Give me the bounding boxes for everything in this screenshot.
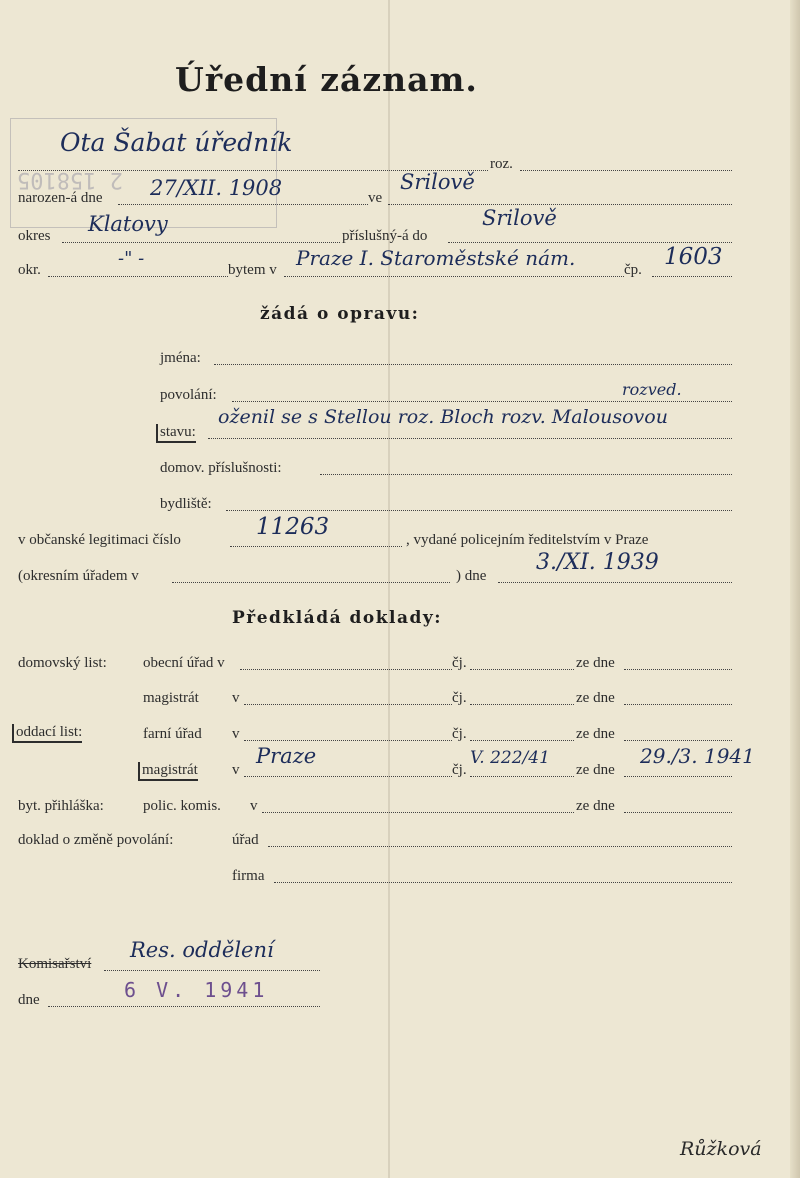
birth-place-handwriting: Srilově xyxy=(400,170,475,194)
farni-line xyxy=(244,740,452,741)
stavu-handwriting: oženil se s Stellou roz. Bloch rozv. Malousovou xyxy=(218,406,668,428)
footer-dne-label: dne xyxy=(18,992,40,1008)
magistrat1-line xyxy=(244,704,452,705)
legitimace-dne-label: ) dne xyxy=(456,568,487,584)
magistrat1-cj-label: čj. xyxy=(452,690,467,706)
komisarstvi-handwriting: Res. oddělení xyxy=(130,938,274,962)
oprava-heading: žádá o opravu: xyxy=(260,304,420,324)
cp-line xyxy=(652,276,732,277)
domov-label: domov. příslušnosti: xyxy=(160,460,282,476)
magistrat2-cj-handwriting: V. 222/41 xyxy=(470,748,550,768)
stavu-note-handwriting: rozved. xyxy=(622,380,682,399)
zmena-label: doklad o změně povolání: xyxy=(18,832,174,848)
prislusny-handwriting: Srilově xyxy=(482,206,557,230)
magistrat2-label: magistrát xyxy=(138,762,198,781)
okres-handwriting: Klatovy xyxy=(88,212,168,236)
okr-line xyxy=(48,276,228,277)
komisarstvi-label: Komisařství xyxy=(18,956,92,972)
magistrat1-cj-line xyxy=(470,704,574,705)
magistrat1-v-label: v xyxy=(232,690,240,706)
polic-v-label: v xyxy=(250,798,258,814)
roz-line xyxy=(520,170,732,171)
magistrat2-line xyxy=(244,776,452,777)
okresnim-label: (okresním úřadem v xyxy=(18,568,139,584)
farni-label: farní úřad xyxy=(143,726,202,742)
obecni-line xyxy=(240,669,452,670)
farni-zedne-label: ze dne xyxy=(576,726,615,742)
magistrat2-cj-label: čj. xyxy=(452,762,467,778)
paper-fold xyxy=(388,0,390,1178)
urad-label: úřad xyxy=(232,832,259,848)
obecni-label: obecní úřad v xyxy=(143,655,225,671)
magistrat2-zedne-line xyxy=(624,776,732,777)
farni-v-label: v xyxy=(232,726,240,742)
obecni-cj-line xyxy=(470,669,574,670)
polic-line xyxy=(262,812,574,813)
ve-label: ve xyxy=(368,190,383,206)
magistrat1-label: magistrát xyxy=(143,690,199,706)
birth-date-handwriting: 27/XII. 1908 xyxy=(150,176,283,200)
magistrat2-zedne-label: ze dne xyxy=(576,762,615,778)
magistrat1-zedne-line xyxy=(624,704,732,705)
polic-label: polic. komis. xyxy=(143,798,221,814)
cp-label: čp. xyxy=(624,262,642,278)
okresnim-line xyxy=(172,582,450,583)
okr-handwriting: -" - xyxy=(118,248,145,269)
obecni-zedne-line xyxy=(624,669,732,670)
obecni-cj-label: čj. xyxy=(452,655,467,671)
komisarstvi-line xyxy=(104,970,320,971)
jmena-label: jména: xyxy=(160,350,201,366)
okres-line xyxy=(62,242,340,243)
prislusny-line xyxy=(448,242,732,243)
roz-label: roz. xyxy=(490,156,513,172)
polic-zedne-line xyxy=(624,812,732,813)
stavu-label: stavu: xyxy=(156,424,196,443)
prislusny-label: příslušný-á do xyxy=(342,228,428,244)
footer-dne-line xyxy=(48,1006,320,1007)
urad-line xyxy=(268,846,732,847)
farni-zedne-line xyxy=(624,740,732,741)
ve-line xyxy=(388,204,732,205)
domov-line xyxy=(320,474,732,475)
legitimace-date-handwriting: 3./XI. 1939 xyxy=(536,550,659,575)
magistrat2-place-handwriting: Praze xyxy=(256,744,317,768)
legitimace-number-handwriting: 11263 xyxy=(256,514,330,540)
date-stamp: 6 V. 1941 xyxy=(124,978,269,1002)
doklady-heading: Předkládá doklady: xyxy=(232,608,443,628)
magistrat1-zedne-label: ze dne xyxy=(576,690,615,706)
polic-zedne-label: ze dne xyxy=(576,798,615,814)
legitimace-line xyxy=(230,546,402,547)
bydliste-label: bydliště: xyxy=(160,496,212,512)
name-handwriting: Ota Šabat úředník xyxy=(60,128,293,157)
okres-label: okres xyxy=(18,228,51,244)
faded-stamp-number: 2 158105 xyxy=(17,167,123,192)
magistrat2-v-label: v xyxy=(232,762,240,778)
povolani-label: povolání: xyxy=(160,387,217,403)
oddaci-label: oddací list: xyxy=(12,724,82,743)
bytem-handwriting: Praze I. Staroměstské nám. xyxy=(296,246,576,270)
paper-edge xyxy=(790,0,800,1178)
bytem-label: bytem v xyxy=(228,262,277,278)
stavu-line xyxy=(208,438,732,439)
corner-handwriting: Růžková xyxy=(680,1138,762,1160)
magistrat2-date-handwriting: 29./3. 1941 xyxy=(640,744,755,768)
legitimace-dne-line xyxy=(498,582,732,583)
cp-handwriting: 1603 xyxy=(664,244,723,270)
magistrat2-cj-line xyxy=(470,776,574,777)
firma-label: firma xyxy=(232,868,265,884)
legitimace-label: v občanské legitimaci číslo xyxy=(18,532,181,548)
document-title: Úřední záznam. xyxy=(175,60,478,99)
bytem-line xyxy=(284,276,624,277)
farni-cj-label: čj. xyxy=(452,726,467,742)
okr-label: okr. xyxy=(18,262,41,278)
narozen-label: narozen-á dne xyxy=(18,190,103,206)
domovsky-label: domovský list: xyxy=(18,655,107,671)
jmena-line xyxy=(214,364,732,365)
obecni-zedne-label: ze dne xyxy=(576,655,615,671)
bydliste-line xyxy=(226,510,732,511)
byt-label: byt. přihláška: xyxy=(18,798,104,814)
farni-cj-line xyxy=(470,740,574,741)
vydane-label: , vydané policejním ředitelstvím v Praze xyxy=(406,532,649,548)
povolani-line xyxy=(232,401,732,402)
narozen-line xyxy=(118,204,368,205)
firma-line xyxy=(274,882,732,883)
